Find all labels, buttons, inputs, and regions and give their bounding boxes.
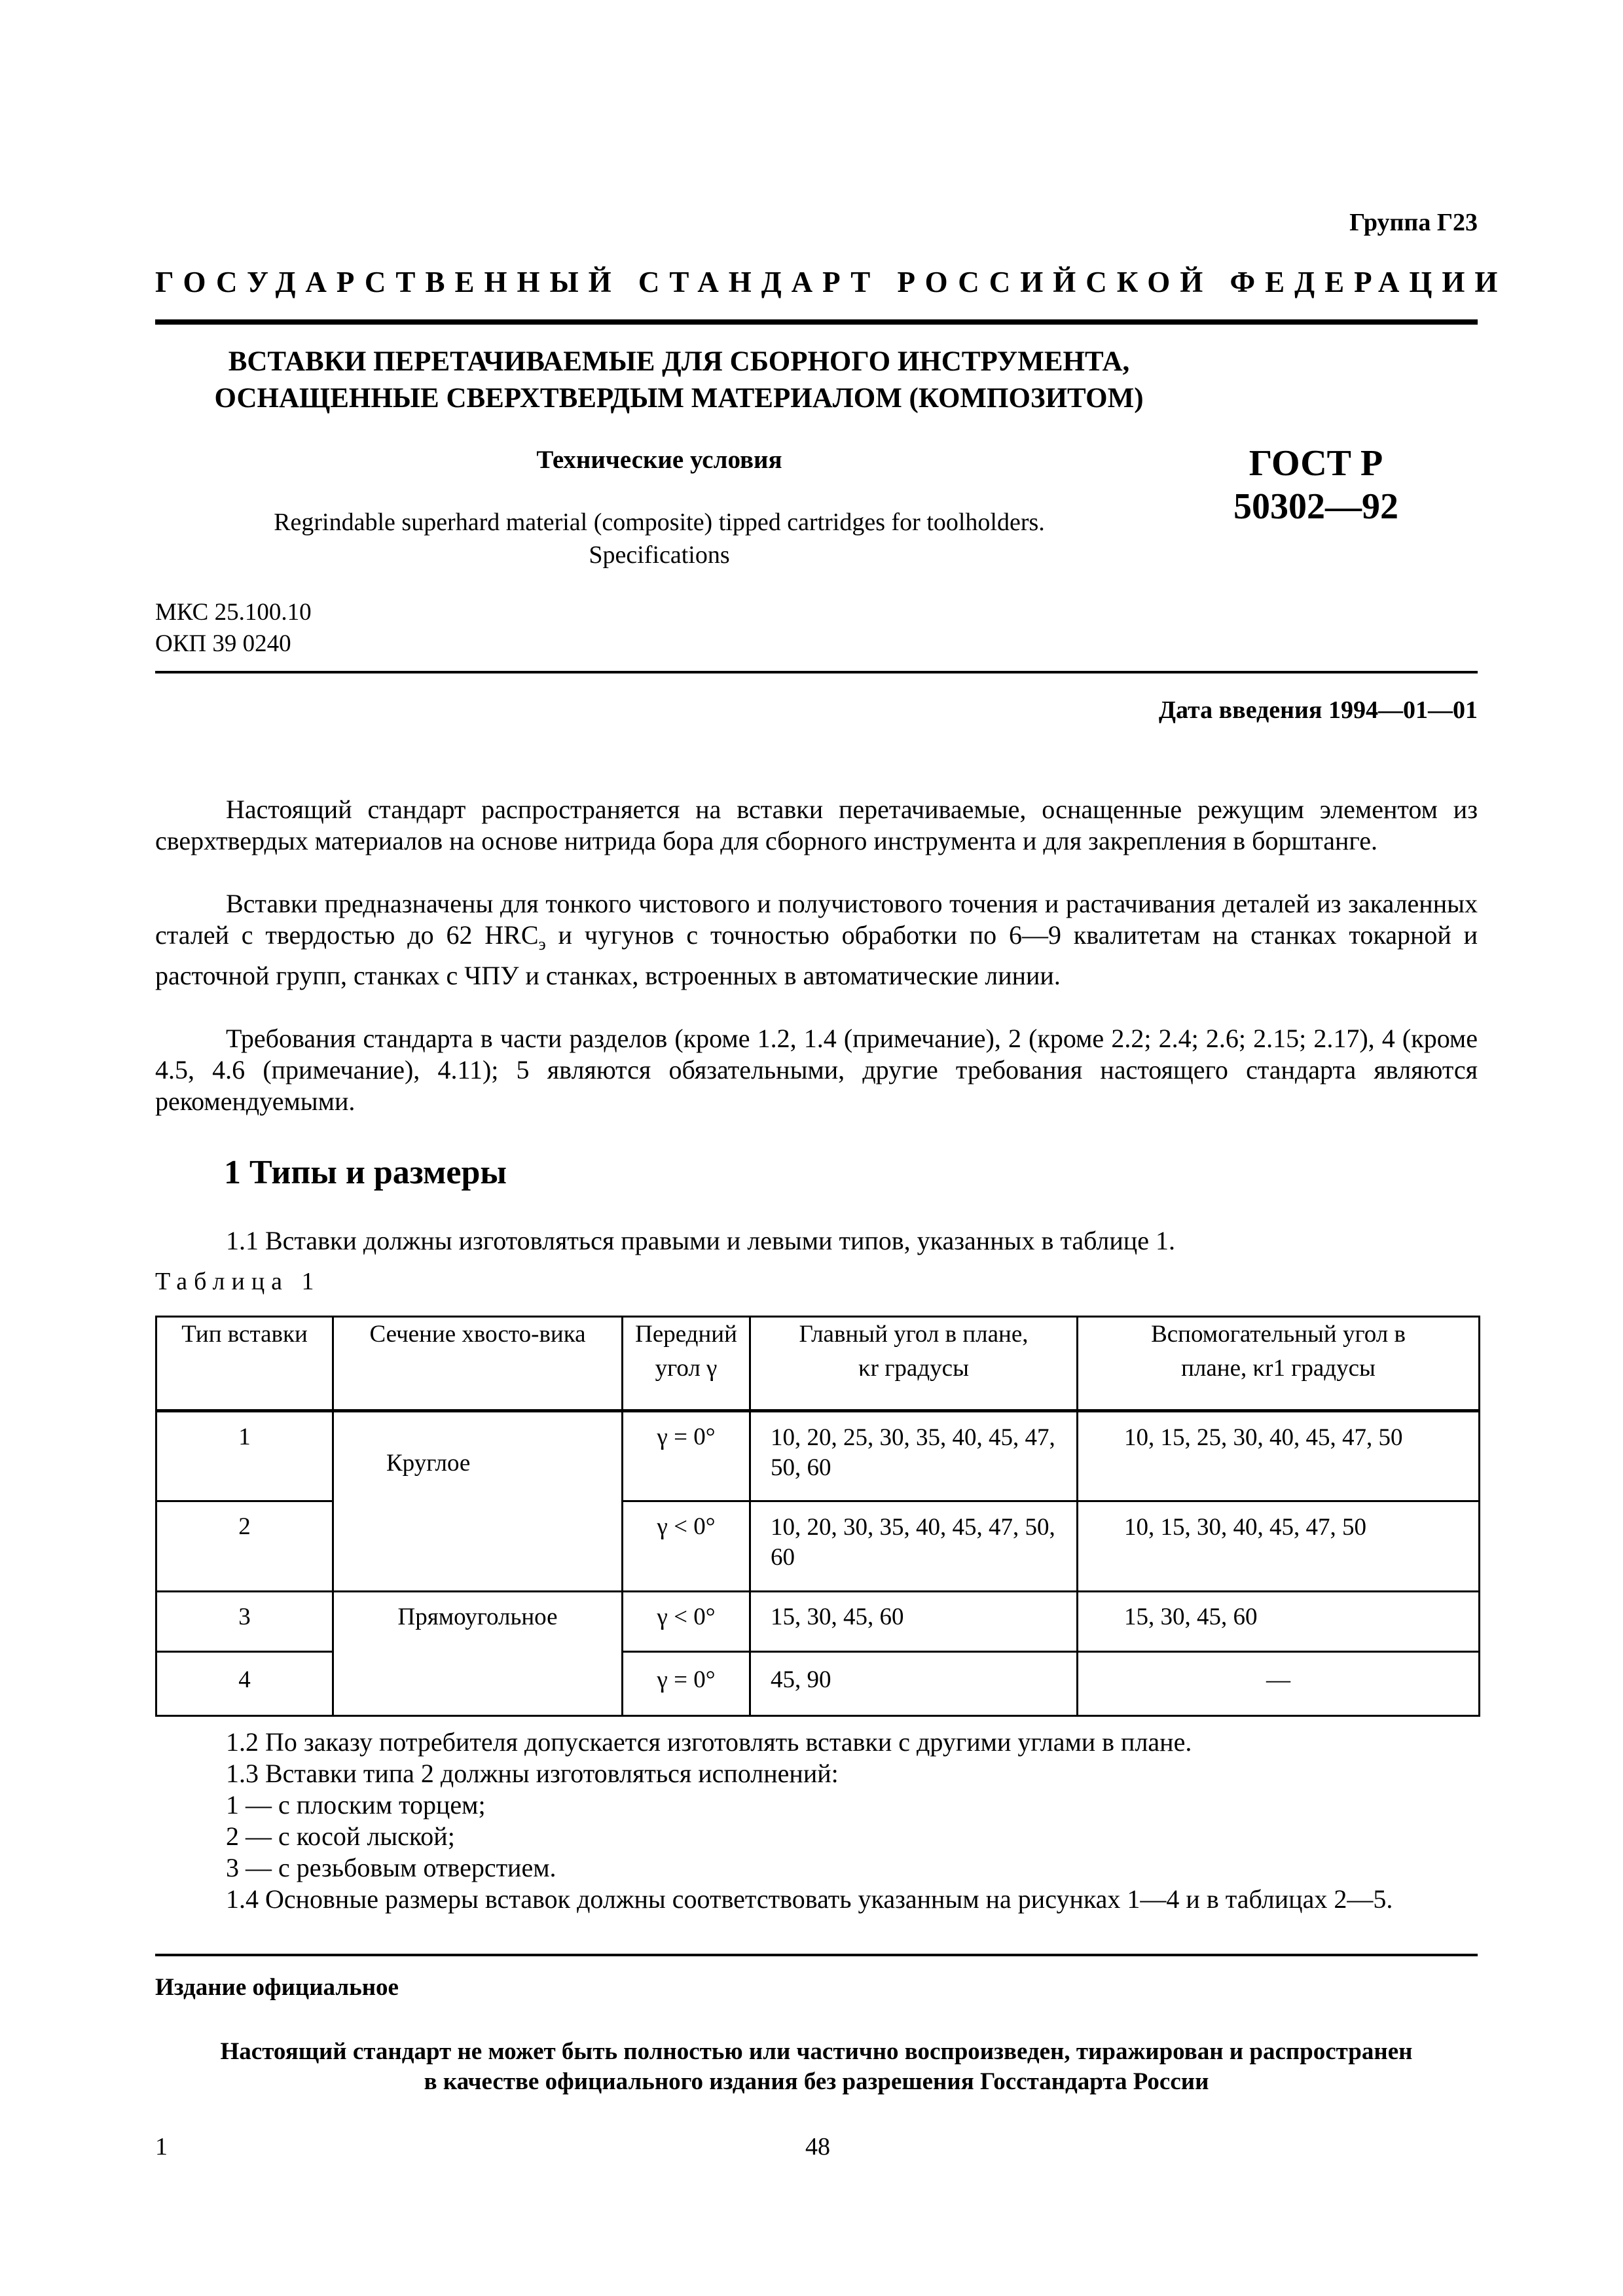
cell-rake: γ < 0° (623, 1592, 750, 1652)
copyright-line-1: Настоящий стандарт не может быть полностью или частично воспроизведен, тиражирован и распространен (220, 2038, 1413, 2065)
cell-shank-rect: Прямоугольное (333, 1592, 623, 1716)
group-code: Группа Г23 (1349, 209, 1478, 236)
title-line-2: ОСНАЩЕННЫЕ СВЕРХТВЕРДЫМ МАТЕРИАЛОМ (КОМПОЗИТОМ) (214, 383, 1144, 414)
intro-paragraph-2 (155, 888, 1478, 992)
cell-rake: γ = 0° (623, 1652, 750, 1716)
paragraph-1-3: 1.3 Вставки типа 2 должны изготовляться исполнений: (226, 1759, 839, 1788)
cell-type: 3 (156, 1592, 333, 1652)
footer-rule (155, 1954, 1478, 1956)
section-1-heading: 1 Типы и размеры (224, 1154, 507, 1191)
th-main-angle-line-2: κr градусы (858, 1355, 969, 1382)
cell-type: 1 (156, 1411, 333, 1501)
document-title (155, 344, 1203, 417)
table-1-caption: Таблица 1 (155, 1268, 321, 1295)
cell-main-angles: 15, 30, 45, 60 (750, 1592, 1078, 1652)
page-number: 48 (805, 2133, 830, 2161)
intro-p2-subscript: э (538, 935, 546, 954)
th-main-angle-line-1: Главный угол в плане, (799, 1321, 1029, 1348)
gost-designation (1165, 442, 1467, 528)
cell-type: 2 (156, 1501, 333, 1592)
document-subtitle: Технические условия (536, 446, 782, 474)
english-line-1: Regrindable superhard material (composite) tipped cartridges for toolholders. (274, 509, 1045, 536)
intro-p2-before: Вставки предназначены для тонкого чистового и получистового точения и растачивания деталей из закаленных сталей с твердостью до 62 HRC (155, 889, 1478, 950)
cell-rake: γ = 0° (623, 1411, 750, 1501)
intro-paragraph-3: Требования стандарта в части разделов (кроме 1.2, 1.4 (примечание), 2 (кроме 2.2; 2.4; 2.6; 2.15; 2.17), 4 (кроме 4.5, 4.6 (примечание), 4.11); 5 являются обязательными, другие требования настоящего стандарта являются рекомендуемыми. (155, 1024, 1478, 1116)
cell-type: 4 (156, 1652, 333, 1716)
cell-main-angles: 10, 20, 25, 30, 35, 40, 45, 47, 50, 60 (750, 1411, 1078, 1501)
english-title (155, 506, 1163, 571)
table-row (156, 1411, 1480, 1501)
th-rake: Передний угол γ (623, 1317, 750, 1411)
state-standard-banner: ГОСУДАРСТВЕННЫЙ СТАНДАРТ РОССИЙСКОЙ ФЕДЕРАЦИИ (155, 266, 1508, 298)
paragraph-1-1: 1.1 Вставки должны изготовляться правыми и левыми типов, указанных в таблице 1. (226, 1226, 1175, 1255)
th-main-angle (750, 1317, 1078, 1411)
th-shank: Сечение хвосто-вика (333, 1317, 623, 1411)
copyright-line-2: в качестве официального издания без разрешения Госстандарта России (424, 2068, 1209, 2095)
paragraph-1-2: 1.2 По заказу потребителя допускается изготовлять вставки с другими углами в плане. (226, 1727, 1192, 1757)
variant-2: 2 — с косой лыской; (226, 1821, 455, 1851)
cell-aux-angles: 10, 15, 30, 40, 45, 47, 50 (1078, 1501, 1480, 1592)
introduction-date: Дата введения 1994—01—01 (1158, 696, 1478, 724)
header-rule (155, 319, 1478, 325)
cell-aux-angles: — (1078, 1652, 1480, 1716)
variant-3: 3 — с резьбовым отверстием. (226, 1853, 556, 1882)
intro-paragraph-1: Настоящий стандарт распространяется на вставки перетачиваемые, оснащенные режущим элементом из сверхтвердых материалов на основе нитрида бора для сборного инструмента и для закрепления в борштанге. (155, 795, 1478, 855)
cell-main-angles: 10, 20, 30, 35, 40, 45, 47, 50, 60 (750, 1501, 1078, 1592)
th-aux-angle-line-1: Вспомогательный угол в (1151, 1321, 1406, 1348)
th-aux-angle-line-2: плане, κr1 градусы (1181, 1355, 1376, 1382)
gost-line-1: ГОСТ Р (1249, 443, 1383, 484)
cell-rake: γ < 0° (623, 1501, 750, 1592)
classification-codes (155, 597, 312, 660)
gost-line-2: 50302—92 (1233, 486, 1398, 527)
intro-p2-after: и чугунов с точностью обработки по 6—9 квалитетам на станках токарной и расточной групп, станках с ЧПУ и станках, встроенных в автоматические линии. (155, 920, 1478, 990)
variant-1: 1 — с плоским торцем; (226, 1790, 486, 1820)
cell-main-angles: 45, 90 (750, 1652, 1078, 1716)
official-edition-label: Издание официальное (155, 1974, 399, 2001)
cell-aux-angles: 10, 15, 25, 30, 40, 45, 47, 50 (1078, 1411, 1480, 1501)
paragraph-1-4: 1.4 Основные размеры вставок должны соответствовать указанным на рисунках 1—4 и в таблицах 2—5. (226, 1884, 1393, 1914)
cell-shank-round: Круглое (333, 1411, 623, 1592)
okp-code: ОКП 39 0240 (155, 630, 291, 657)
page-left-marker: 1 (155, 2133, 168, 2161)
copyright-notice (155, 2037, 1478, 2097)
th-type: Тип вставки (156, 1317, 333, 1411)
th-aux-angle (1078, 1317, 1480, 1411)
table-1 (155, 1316, 1480, 1717)
codes-rule (155, 671, 1478, 673)
cell-aux-angles: 15, 30, 45, 60 (1078, 1592, 1480, 1652)
mks-code: МКС 25.100.10 (155, 599, 312, 626)
table-row (156, 1592, 1480, 1652)
english-line-2: Specifications (589, 541, 730, 569)
title-line-1: ВСТАВКИ ПЕРЕТАЧИВАЕМЫЕ ДЛЯ СБОРНОГО ИНСТРУМЕНТА, (228, 346, 1130, 377)
